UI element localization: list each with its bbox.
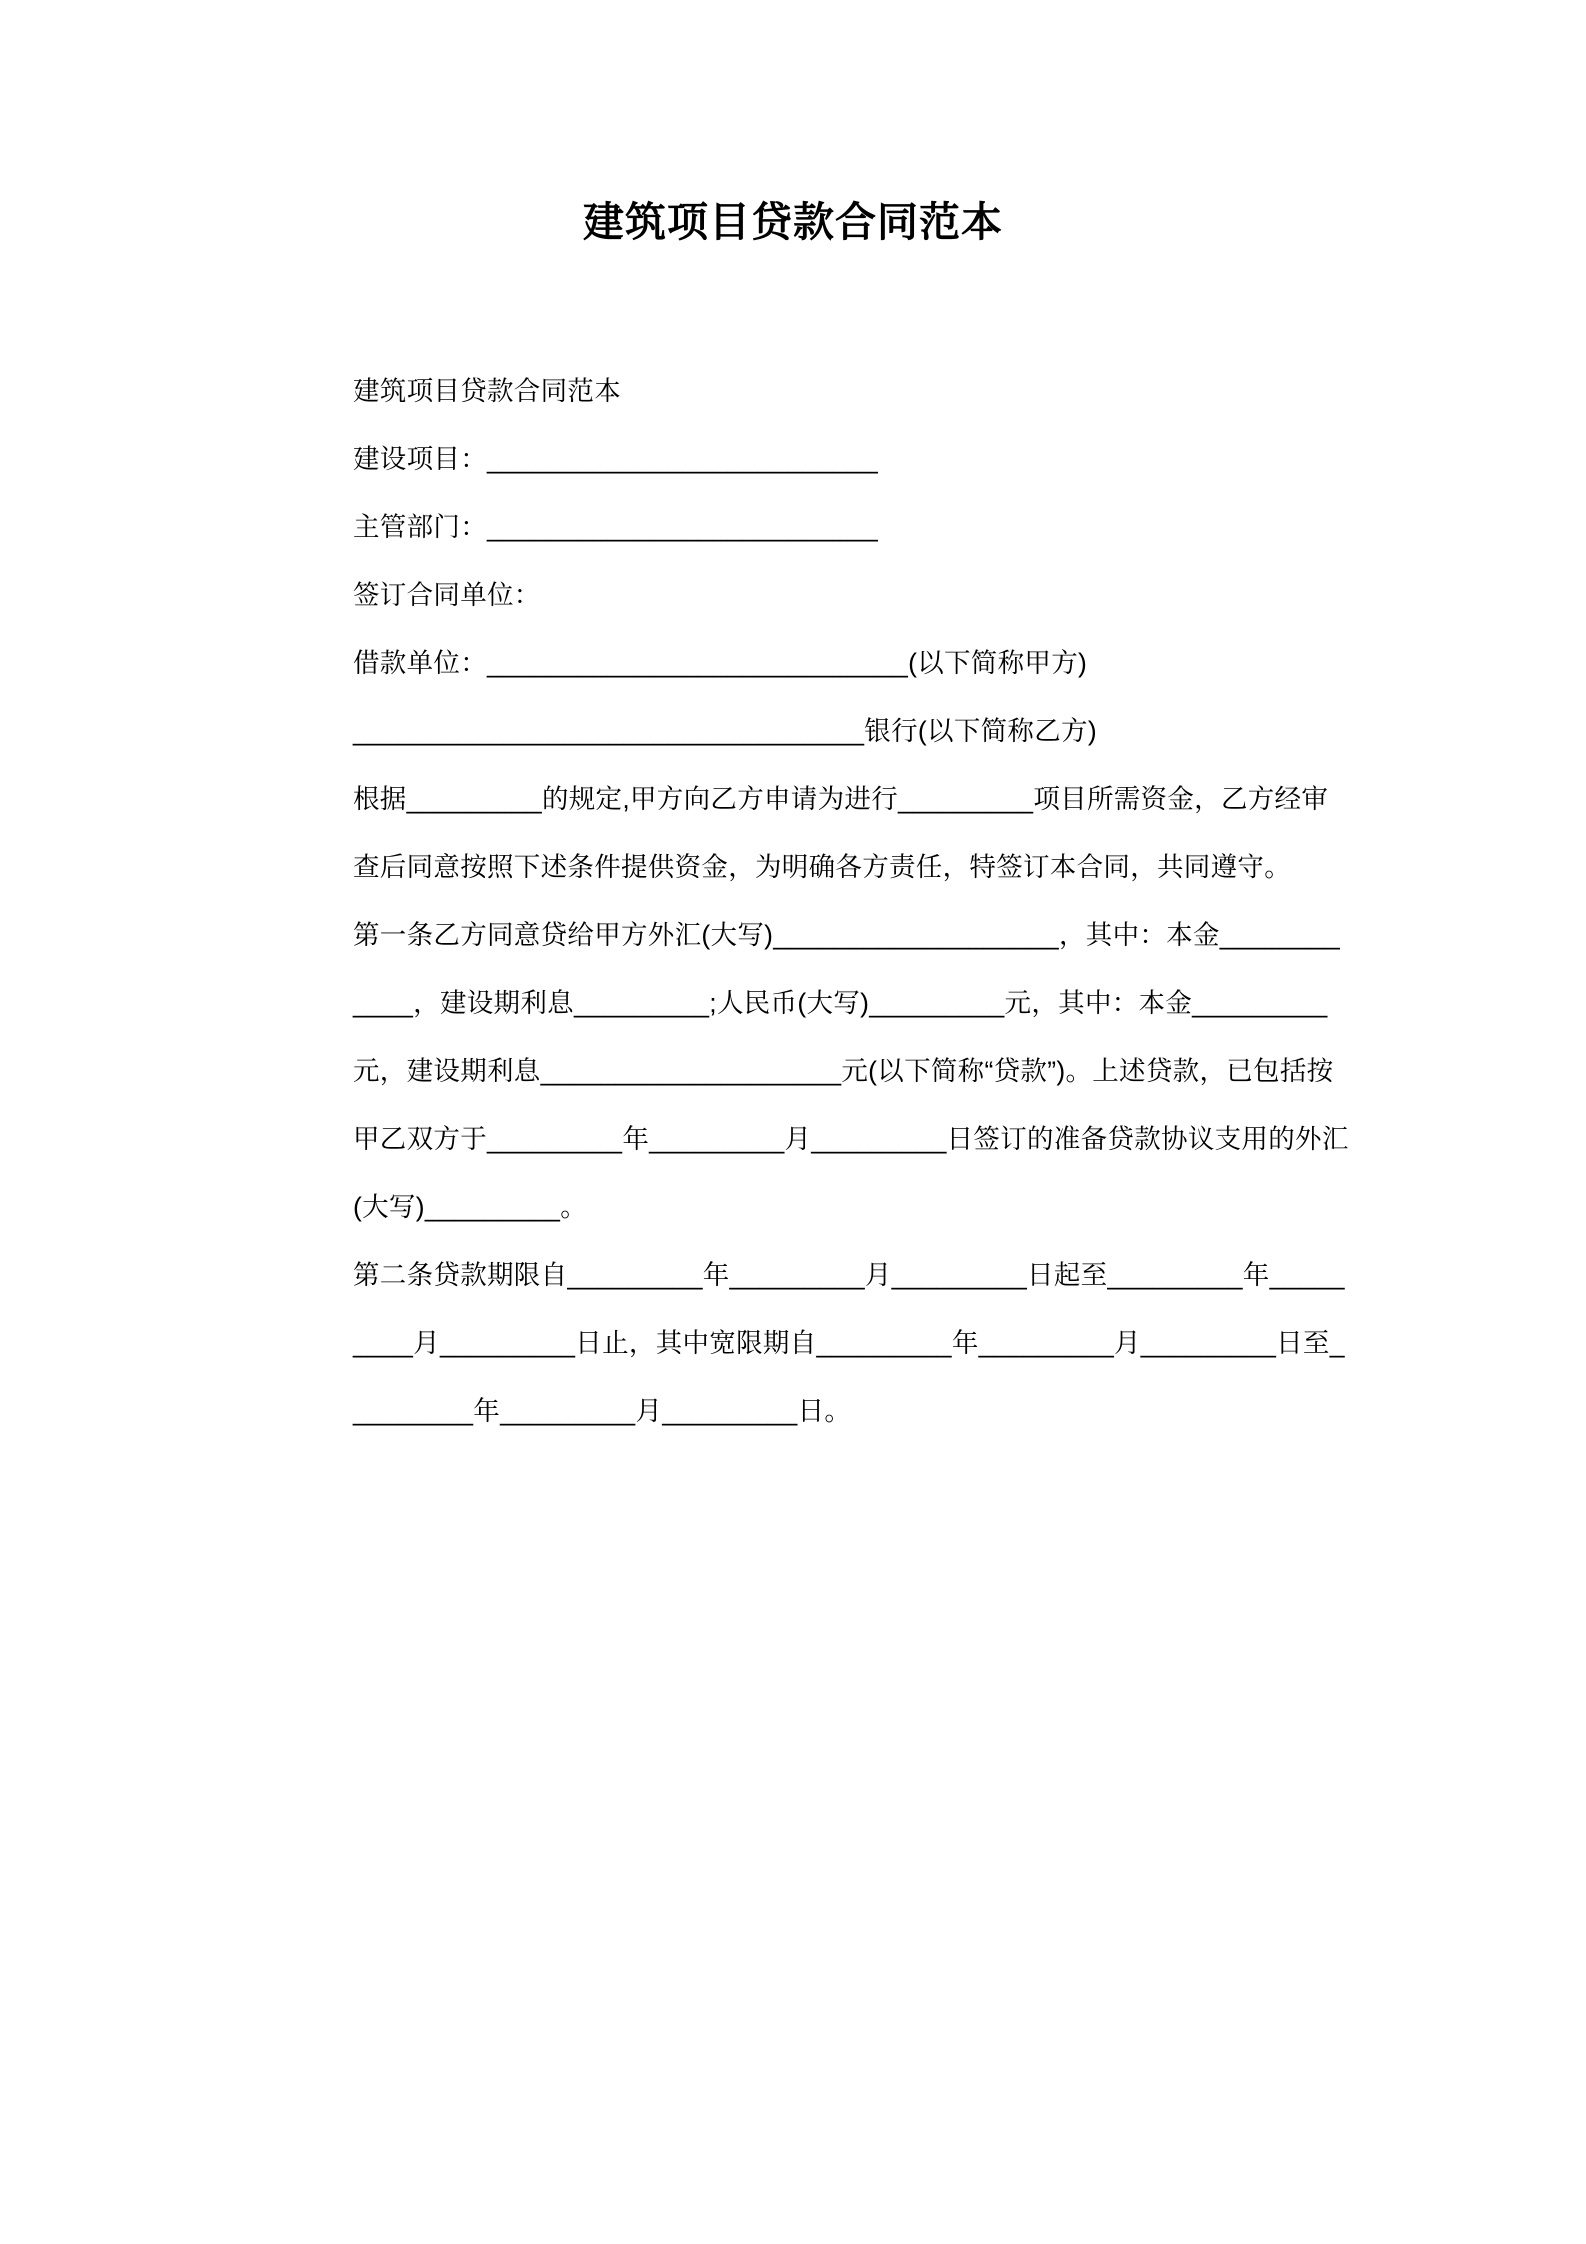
- paragraph-supervising-department: 主管部门：__________________________: [353, 512, 878, 543]
- paragraph-signing-units-heading: 签订合同单位：: [353, 580, 541, 611]
- paragraph-preamble: 根据_________的规定,甲方向乙方申请为进行_________项目所需资金，乙方经审查后同意按照下述条件提供资金，为明确各方责任，特签订本合同，共同遵守。: [353, 784, 1329, 883]
- paragraph-intro-title: 建筑项目贷款合同范本: [353, 376, 621, 407]
- page-title: 建筑项目贷款合同范本: [583, 199, 1003, 245]
- paragraph-construction-project: 建设项目：__________________________: [353, 444, 878, 475]
- paragraph-bank-unit: __________________________________银行(以下简称乙方): [353, 716, 1097, 747]
- paragraph-article-one: 第一条乙方同意贷给甲方外汇(大写)___________________，其中：本金____________，建设期利息_________;人民币(大写)_________元，其中：本金_________元，建设期利息____________________元(以下简称“贷款”)。上述贷款，已包括按甲乙双方于_________年_________月_________日签订的准备贷款协议支用的外汇(大写)_________。: [353, 920, 1349, 1223]
- paragraph-article-two: 第二条贷款期限自_________年_________月_________日起至_________年_________月_________日止，其中宽限期自_________年_________月_________日至_________年_________月_________日。: [353, 1260, 1345, 1427]
- paragraph-borrower-unit: 借款单位：____________________________(以下简称甲方): [353, 648, 1088, 679]
- document-body: [233, 247, 1353, 1445]
